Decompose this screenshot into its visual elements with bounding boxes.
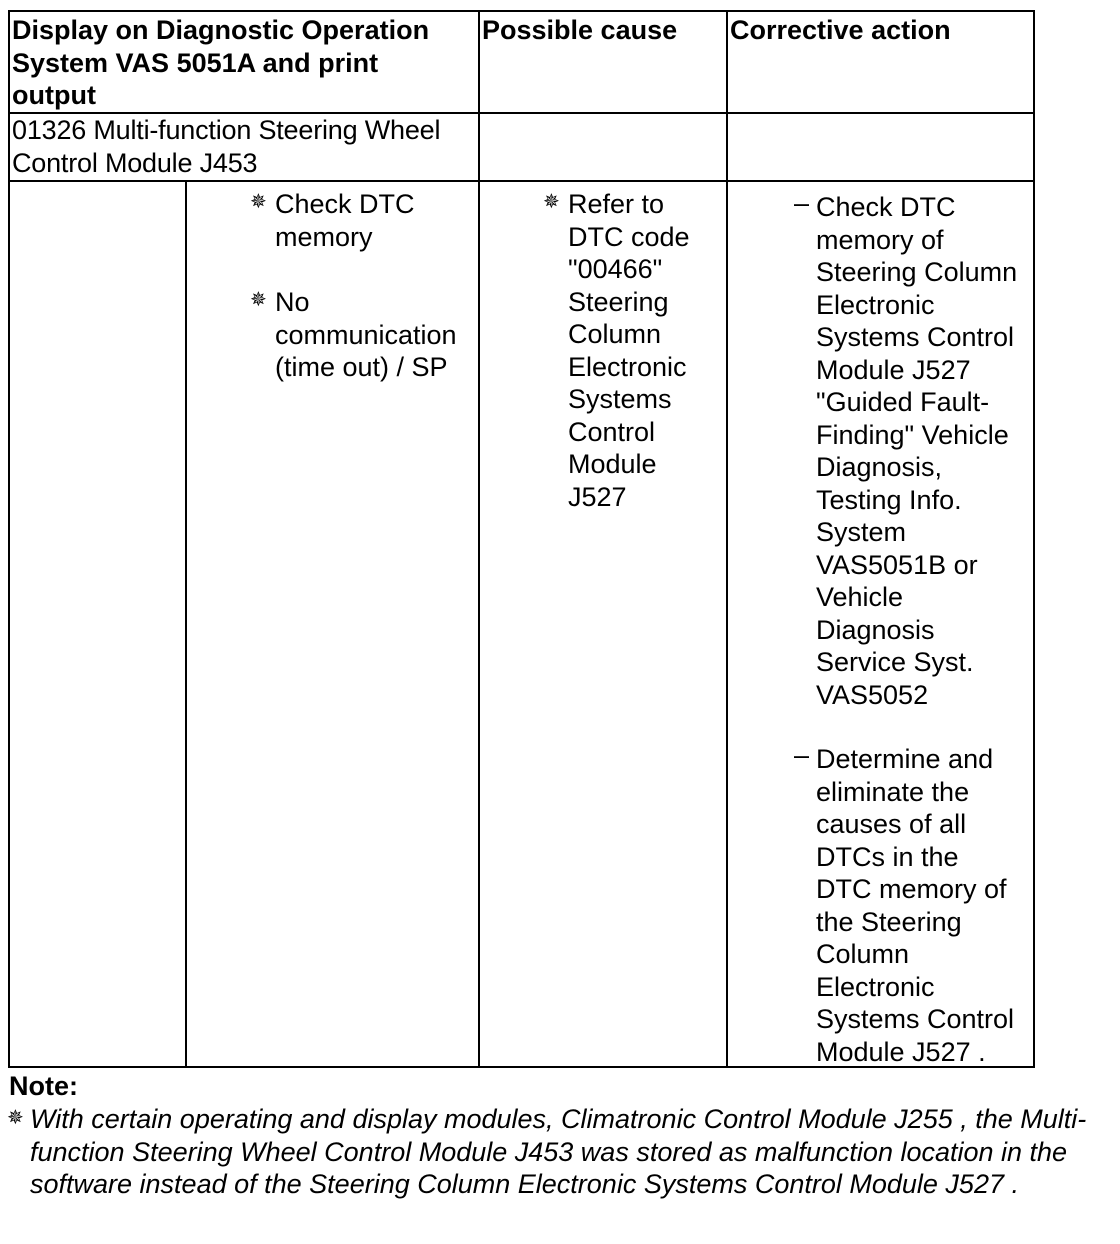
column-divider-sub	[185, 182, 187, 1066]
row-divider	[10, 180, 1033, 182]
dash-bullet-icon: –	[794, 740, 810, 770]
fault-code-text: 01326 Multi-function Steering Wheel Control Module J453	[12, 115, 441, 178]
display-item-check-dtc: Check DTC memory	[275, 189, 415, 252]
asterisk-bullet-icon: ✵	[250, 289, 267, 311]
header-corrective-action: Corrective action	[730, 15, 951, 45]
asterisk-bullet-icon: ✵	[7, 1107, 24, 1129]
note-title: Note:	[9, 1071, 78, 1101]
column-divider-1	[478, 12, 480, 1066]
asterisk-bullet-icon: ✵	[250, 191, 267, 213]
note-text: With certain operating and display modules, Climatronic Control Module J255 , the Multi-function Steering Wheel Control Module J453 was stored as malfunction location in the software instead of the Steering Column Electronic Systems Control Module J527 .	[30, 1104, 1087, 1199]
action-item-determine-eliminate: Determine and eliminate the causes of all DTCs in the DTC memory of the Steering Column Electronic Systems Control Module J527 .	[816, 744, 1015, 1067]
dash-bullet-icon: –	[794, 188, 810, 218]
cause-item-refer-dtc: Refer to DTC code "00466" Steering Column Electronic Systems Control Module J527	[568, 189, 690, 512]
asterisk-bullet-icon: ✵	[543, 191, 560, 213]
action-item-check-dtc-memory: Check DTC memory of Steering Column Electronic Systems Control Module J527 "Guided Fault- Finding" Vehicle Diagnosis, Testing Info. System VAS5051B or Vehicle Diagnosis Service Syst. VAS5052	[816, 192, 1018, 710]
display-item-no-communication: No communication (time out) / SP	[275, 287, 457, 382]
column-divider-2	[726, 12, 728, 1066]
header-display: Display on Diagnostic Operation System VAS 5051A and print output	[12, 15, 430, 110]
header-possible-cause: Possible cause	[482, 15, 678, 45]
